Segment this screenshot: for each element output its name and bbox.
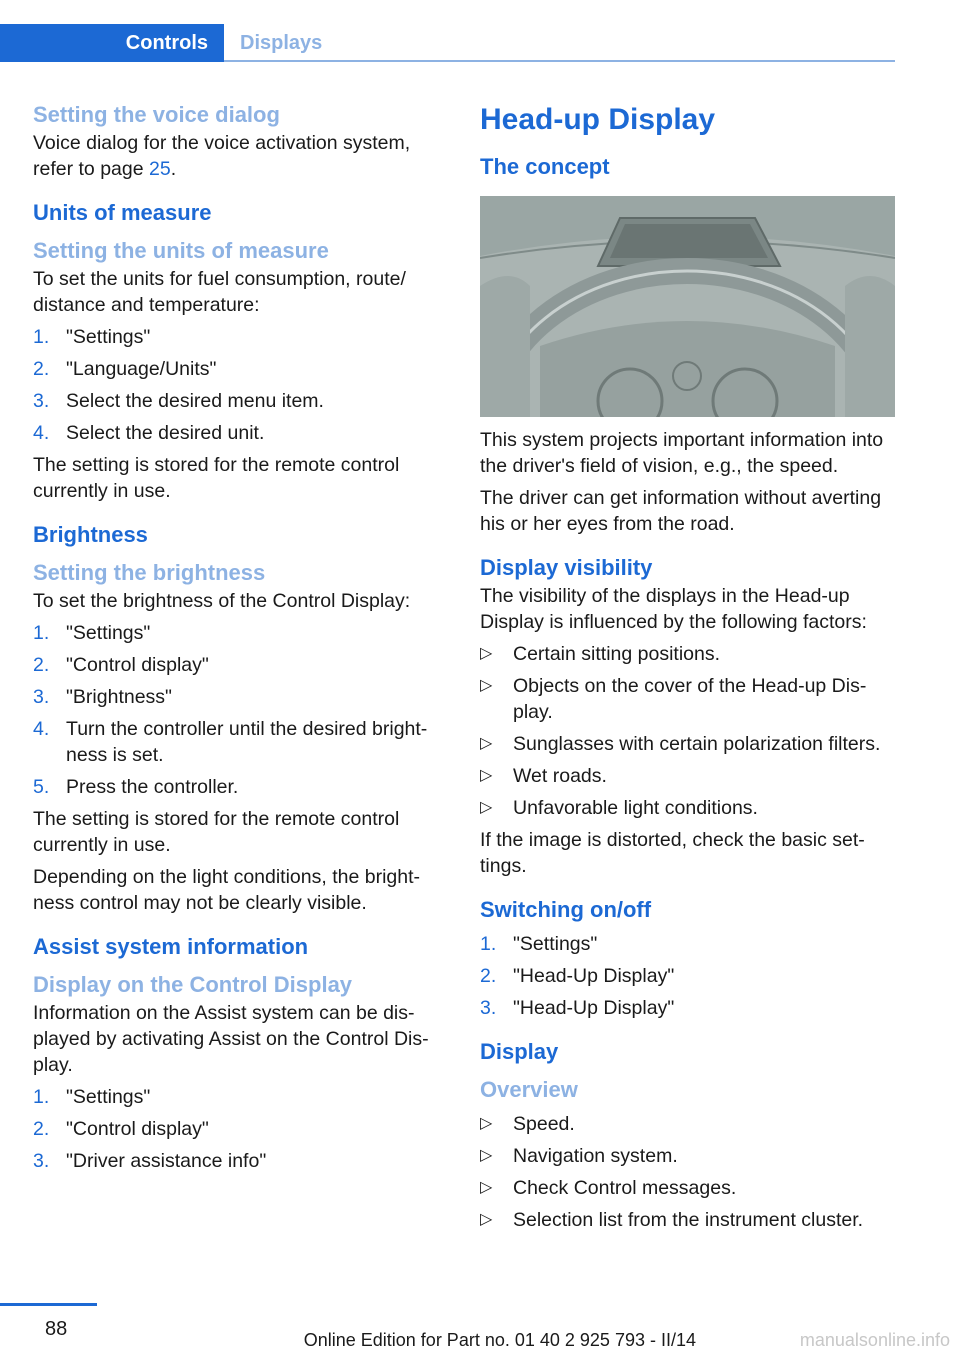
bullet-text: Unfavorable light conditions. [513,797,758,819]
step-text: "Settings" [66,1086,151,1108]
list-item [480,795,895,821]
visibility-factors-list [480,641,895,821]
step-number: 1. [480,933,497,955]
step-number: 2. [480,965,497,987]
triangle-bullet-icon: ▷ [480,677,493,694]
units-subheading: Setting the units of measure [33,238,329,263]
list-item [33,716,443,768]
bullet-text: Check Control messages. [513,1177,737,1199]
step-text: "Control display" [66,1118,209,1140]
header-divider [224,60,895,62]
visibility-intro: The visibility of the displays in the Head-up Display is influenced by the following factors: [480,585,867,633]
list-item [480,731,895,757]
bullet-text: Speed. [513,1113,575,1135]
triangle-bullet-icon: ▷ [480,1179,493,1196]
left-column [33,100,443,1180]
step-number: 5. [33,776,50,798]
triangle-bullet-icon: ▷ [480,645,493,662]
triangle-bullet-icon: ▷ [480,735,493,752]
footer-accent-line [0,1303,97,1306]
visibility-note: If the image is distorted, check the basic set‐ tings. [480,829,865,877]
units-note: The setting is stored for the remote control currently in use. [33,454,400,502]
list-item [480,763,895,789]
bullet-text: Navigation system. [513,1145,678,1167]
step-text: Select the desired unit. [66,422,265,444]
head-up-display-title: Head-up Display [480,103,716,136]
brightness-note-1: The setting is stored for the remote control currently in use. [33,808,400,856]
brightness-intro: To set the brightness of the Control Display: [33,590,411,612]
step-text: "Head-Up Display" [513,997,675,1019]
assist-intro: Information on the Assist system can be dis‐ played by activating Assist on the Control Dis‐ play. [33,1002,429,1076]
step-text: "Language/Units" [66,358,217,380]
switching-heading: Switching on/off [480,897,652,922]
tab-controls[interactable]: Controls [0,24,224,62]
list-item [480,931,895,957]
brightness-heading: Brightness [33,522,148,547]
edition-text: Online Edition for Part no. 01 40 2 925 793 - II/14 [303,1330,696,1350]
step-number: 3. [33,390,50,412]
overview-subheading: Overview [480,1077,578,1102]
step-text: "Settings" [513,933,598,955]
step-text: Turn the controller until the desired bright‐ ness is set. [66,718,428,766]
list-item [33,1148,443,1174]
step-text: "Brightness" [66,686,172,708]
list-item [480,641,895,667]
list-item [33,388,443,414]
brightness-note-2: Depending on the light conditions, the bright‐ ness control may not be clearly visible. [33,866,421,914]
voice-dialog-heading: Setting the voice dialog [33,102,280,127]
triangle-bullet-icon: ▷ [480,799,493,816]
step-number: 3. [33,1150,50,1172]
tab-displays[interactable]: Displays [240,31,323,54]
list-item [33,774,443,800]
step-number: 3. [33,686,50,708]
step-number: 2. [33,358,50,380]
concept-heading: The concept [480,154,610,179]
list-item [480,1175,895,1201]
assist-steps-list [33,1084,443,1174]
step-text: Select the desired menu item. [66,390,324,412]
page-reference-link[interactable]: 25 [149,158,171,180]
list-item [33,1116,443,1142]
triangle-bullet-icon: ▷ [480,767,493,784]
bullet-text: Objects on the cover of the Head-up Dis‐ play. [513,675,867,723]
assist-heading: Assist system information [33,934,309,959]
brightness-steps-list [33,620,443,800]
step-number: 1. [33,622,50,644]
concept-paragraph-2: The driver can get information without averting his or her eyes from the road. [480,487,882,535]
list-item [480,995,895,1021]
concept-paragraph-1: This system projects important information into the driver's field of vision, e.g., the speed. [480,429,884,477]
brightness-subheading: Setting the brightness [33,560,266,585]
triangle-bullet-icon: ▷ [480,1147,493,1164]
list-item [33,420,443,446]
bullet-text: Selection list from the instrument cluster. [513,1209,864,1231]
step-text: "Settings" [66,622,151,644]
list-item [480,1111,895,1137]
page-number: 88 [45,1318,68,1340]
list-item [33,324,443,350]
list-item [33,620,443,646]
step-number: 1. [33,1086,50,1108]
head-up-display-illustration [480,196,895,417]
triangle-bullet-icon: ▷ [480,1211,493,1228]
visibility-heading: Display visibility [480,555,653,580]
list-item [33,684,443,710]
bullet-text: Certain sitting positions. [513,643,721,665]
triangle-bullet-icon: ▷ [480,1115,493,1132]
units-intro: To set the units for fuel consumption, route/ distance and temperature: [33,268,406,316]
step-number: 4. [33,422,50,444]
bullet-text: Wet roads. [513,765,607,787]
display-heading: Display [480,1039,559,1064]
list-item [480,1207,895,1233]
assist-subheading: Display on the Control Display [33,972,353,997]
units-steps-list [33,324,443,446]
step-text: "Control display" [66,654,209,676]
right-column [480,100,895,1239]
switching-steps-list [480,931,895,1021]
list-item [480,673,895,725]
voice-dialog-text: Voice dialog for the voice activation system, refer to page 25. [33,132,411,180]
step-text: "Head-Up Display" [513,965,675,987]
list-item [33,652,443,678]
units-heading: Units of measure [33,200,212,225]
step-number: 2. [33,1118,50,1140]
step-number: 2. [33,654,50,676]
step-number: 4. [33,718,50,740]
list-item [480,963,895,989]
step-number: 3. [480,997,497,1019]
step-text: "Driver assistance info" [66,1150,267,1172]
header-bar [0,24,895,62]
step-number: 1. [33,326,50,348]
overview-items-list [480,1111,895,1233]
step-text: "Settings" [66,326,151,348]
list-item [33,356,443,382]
watermark: manualsonline.info [799,1330,950,1350]
step-text: Press the controller. [66,776,239,798]
bullet-text: Sunglasses with certain polarization filters. [513,733,881,755]
list-item [33,1084,443,1110]
list-item [480,1143,895,1169]
